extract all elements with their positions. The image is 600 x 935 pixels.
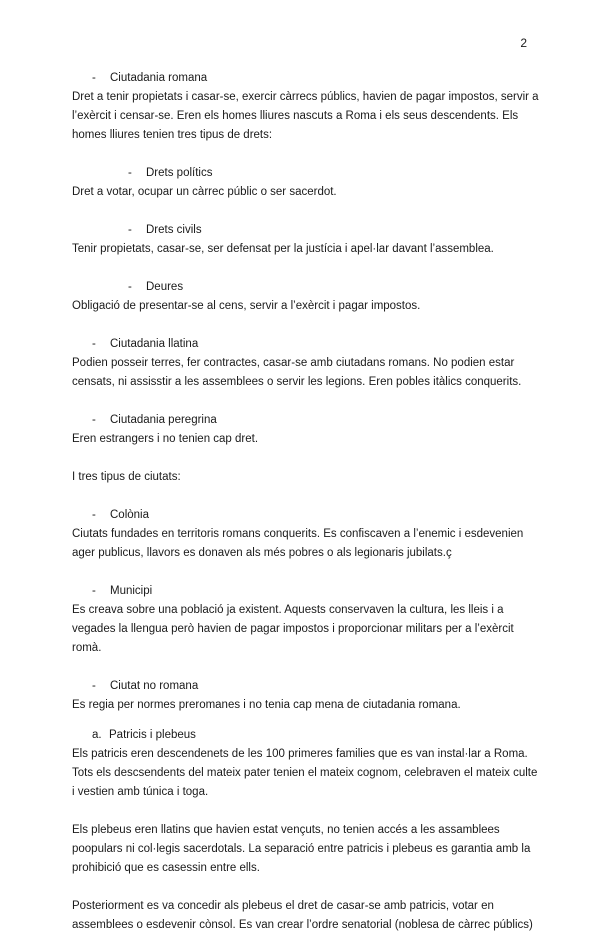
bullet-deures: - Deures	[128, 281, 184, 293]
bullet-ciutadania-llatina: - Ciutadania llatina	[92, 338, 199, 350]
text-line: romà.	[72, 642, 102, 654]
heading-municipi: Municipi	[110, 585, 153, 597]
heading-patricis-plebeus-row	[72, 726, 542, 745]
text-line: censats, ni assisstir a les assemblees o servir les legions. Eren pobles itàlics conquerits.	[72, 376, 522, 388]
bullet-drets-politics: - Drets polítics	[128, 167, 213, 179]
text-line: Tenir propietats, casar-se, ser defensat per la justícia i apel·lar davant l’assemblea.	[72, 243, 494, 255]
bullet-colonia: - Colònia	[92, 509, 149, 521]
heading-drets-civils: Drets civils	[146, 224, 202, 236]
heading-ciutadania-llatina: Ciutadania llatina	[110, 338, 199, 350]
text-line: Podien posseir terres, fer contractes, casar-se amb ciutadans romans. No podien estar	[72, 357, 515, 369]
list-label-a: a.	[92, 729, 102, 741]
bullet-ciutadania-romana: - Ciutadania romana	[92, 72, 208, 84]
bullet-drets-civils: - Drets civils	[128, 224, 202, 236]
page-number: 2	[520, 36, 527, 50]
text-line: homes lliures tenien tres tipus de drets:	[72, 129, 273, 141]
text-line: prohibició que es casessin entre ells.	[72, 862, 260, 874]
bullet-ciutat-no-romana: - Ciutat no romana	[92, 680, 199, 692]
heading-ciutat-no-romana: Ciutat no romana	[110, 680, 199, 692]
text-line: Tots els descsendents del mateix pater tenien el mateix cognom, celebraven el mateix culte	[72, 767, 538, 779]
intro-tres-tipus: I tres tipus de ciutats:	[72, 471, 181, 483]
text-line: Eren estrangers i no tenien cap dret.	[72, 433, 259, 445]
heading-ciutadania-peregrina: Ciutadania peregrina	[110, 414, 217, 426]
text-line: assemblees o esdevenir cònsol. Es van crear l’ordre senatorial (noblesa de càrrec públics)	[72, 919, 533, 931]
text-line: Els patricis eren descendenets de les 100 primeres families que es van instal·lar a Roma.	[72, 748, 528, 760]
text-line: Posteriorment es va concedir als plebeus el dret de casar-se amb patricis, votar en	[72, 900, 494, 912]
text-line: poopulars ni col·legis sacerdotals. La separació entre patricis i plebeus es garantia amb la	[72, 843, 531, 855]
text-line: Es regia per normes preromanes i no tenia cap mena de ciutadania romana.	[72, 699, 461, 711]
text-line: Obligació de presentar-se al cens, servir a l’exèrcit i pagar impostos.	[72, 300, 421, 312]
text-line: Es creava sobre una població ja existent. Aquests conservaven la cultura, les lleis i a	[72, 604, 504, 616]
heading-ciutadania-romana: Ciutadania romana	[110, 72, 208, 84]
bullet-ciutadania-peregrina: - Ciutadania peregrina	[92, 414, 217, 426]
text-line: i vestien amb túnica i toga.	[72, 786, 209, 798]
text-line: Els plebeus eren llatins que havien estat vençuts, no tenien accés a les assamblees	[72, 824, 500, 836]
bullet-municipi: - Municipi	[92, 585, 153, 597]
text-line: Ciutats fundades en territoris romans conquerits. Es confiscaven a l’enemic i esdevenien	[72, 528, 524, 540]
document-body	[72, 69, 542, 935]
text-line: ager publicus, llavors es donaven als més pobres o als legionaris jubilats.ç	[72, 547, 452, 559]
text-line: Dret a votar, ocupar un càrrec públic o ser sacerdot.	[72, 186, 337, 198]
heading-deures: Deures	[146, 281, 184, 293]
heading-colonia: Colònia	[110, 509, 149, 521]
text-line: l’exèrcit i censar-se. Eren els homes lliures nascuts a Roma i els seus descendents. Els	[72, 110, 519, 122]
heading-drets-politics: Drets polítics	[146, 167, 213, 179]
heading-patricis-plebeus: Patricis i plebeus	[109, 729, 196, 741]
text-line: Dret a tenir propietats i casar-se, exercir càrrecs públics, havien de pagar impostos, servir a	[72, 91, 539, 103]
text-line: vegades la llengua però havien de pagar impostos i proporcionar militars per a l’exèrcit	[72, 623, 514, 635]
